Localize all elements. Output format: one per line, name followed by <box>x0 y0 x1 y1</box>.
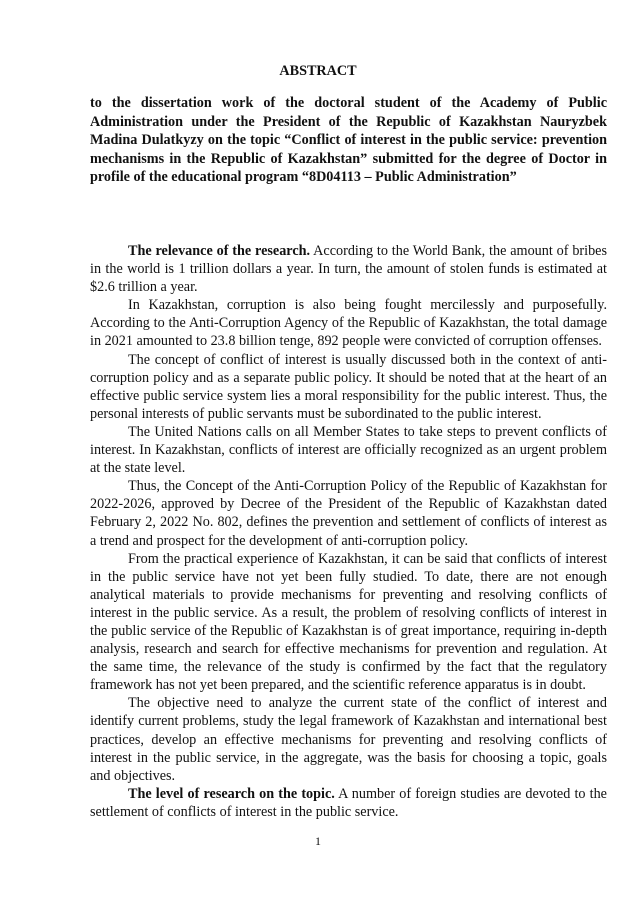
paragraph <box>90 351 607 423</box>
paragraph-lead: The level of research on the topic. <box>128 785 335 802</box>
paragraph <box>90 296 607 350</box>
paragraph <box>90 785 607 821</box>
page-number: 1 <box>315 834 321 848</box>
paragraph <box>90 242 607 296</box>
paragraph-lead: The relevance of the research. <box>128 243 311 259</box>
paragraph-text: From the practical experience of Kazakhstan, it can be said that conflicts of interest in the public service have not yet been fully studied. To date, there are not enough analytical materials to provide mechanisms for preventing and resolving conflicts of interest in the public service. As a result, the problem of resolving conflicts of interest in the public service of the Republic of Kazakhstan is of great importance, requiring in-depth analysis, research and search for effective mechanisms for prevention and regulation. At the same time, the relevance of the study is confirmed by the fact that the regulatory framework has not yet been prepared, and the scientific reference apparatus is in doubt. <box>90 550 607 694</box>
paragraph-text: The concept of conflict of interest is usually discussed both in the context of anti-corruption policy and as a separate public policy. It should be noted that at the heart of an effective public service system lies a moral responsibility for the public interest. Thus, the personal interests of public servants must be subordinated to the public interest. <box>90 351 607 422</box>
paragraph <box>90 550 607 695</box>
paragraph <box>90 423 607 477</box>
paragraph-text: According to the World Bank, the amount of bribes in the world is 1 trillion dollars a year. In turn, the amount of stolen funds is estimated at $2.6 trillion a year. <box>90 243 607 296</box>
paragraph <box>90 694 607 784</box>
paragraph-text: Thus, the Concept of the Anti-Corruption Policy of the Republic of Kazakhstan for 2022-2026, approved by Decree of the President of the Republic of Kazakhstan dated February 2, 2022 No. 802, defines the prevention and settlement of conflicts of interest as a trend and prospect for the development of anti-corruption policy. <box>90 478 607 549</box>
paragraph-text: The objective need to analyze the current state of the conflict of interest and identify current problems, study the legal framework of Kazakhstan and international best practices, develop an effective mechanisms for preventing and resolving conflicts of interest in the public service, in the aggregate, was the basis for choosing a topic, goals and objectives. <box>90 695 607 784</box>
paragraph-text: The United Nations calls on all Member States to take steps to prevent conflicts of interest. In Kazakhstan, conflicts of interest are officially recognized as an urgent problem at the state level. <box>90 423 607 477</box>
document-title: ABSTRACT <box>279 63 357 79</box>
document-body <box>90 242 607 821</box>
paragraph <box>90 477 607 549</box>
paragraph-text: In Kazakhstan, corruption is also being fought mercilessly and purposefully. According to the Anti-Corruption Agency of the Republic of Kazakhstan, the total damage in 2021 amounted to 23.8 billion tenge, 892 people were convicted of corruption offenses. <box>90 297 607 350</box>
document-subtitle: to the dissertation work of the doctoral student of the Academy of Public Administration under the President of the Republic of Kazakhstan Nauryzbek Madina Dulatkyzy on the topic “Conflict of interest in the public service: prevention mechanisms in the Republic of Kazakhstan” submitted for the degree of Doctor in profile of the educational program “8D04113 – Public Administration” <box>90 95 607 186</box>
paragraph-text: A number of foreign studies are devoted to the settlement of conflicts of interest in the public service. <box>90 785 607 820</box>
